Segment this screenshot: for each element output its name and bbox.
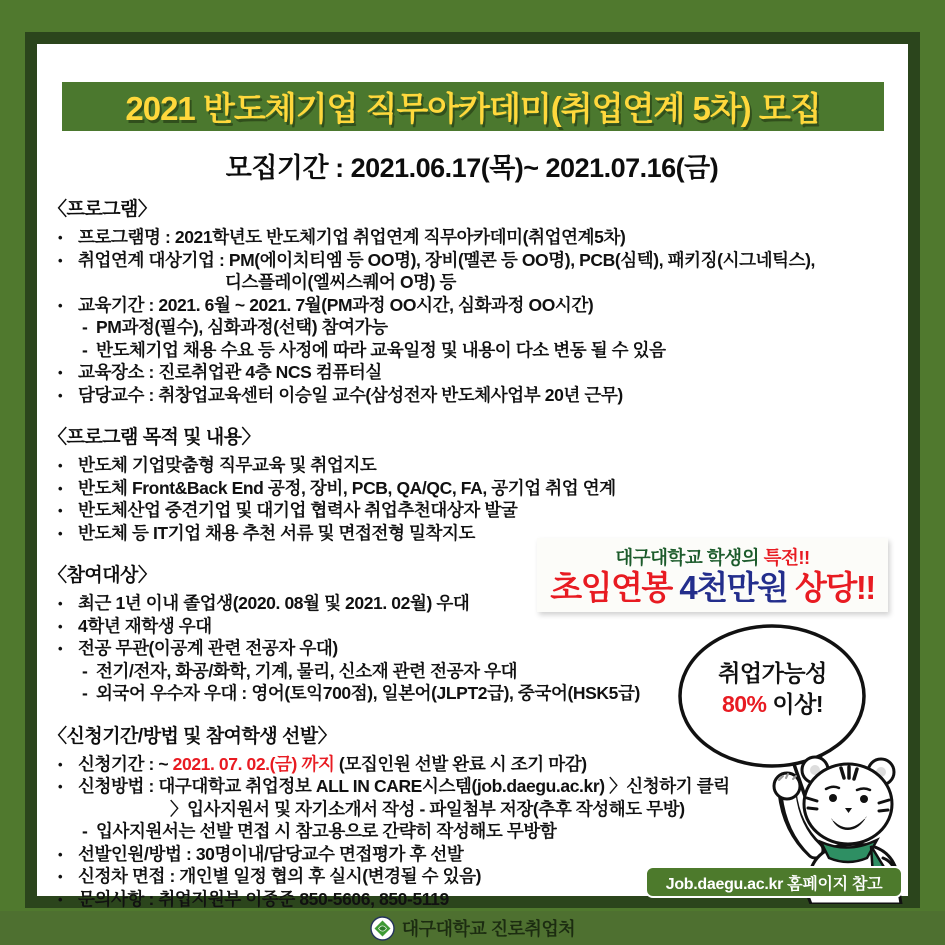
speech-bubble-text (690, 658, 855, 720)
list-item (48, 249, 893, 272)
item-text: 디스플레이(엘씨스퀘어 O명) 등 (225, 272, 457, 292)
item-text: 선발인원/방법 : 30명이내/담당교수 면접평가 후 선발 (78, 843, 464, 864)
item-text: 전공 무관(이공계 관련 전공자 우대) (78, 638, 338, 658)
benefit-salary-amount: 4천만원 (679, 569, 788, 606)
bullet-marker: - (82, 339, 88, 360)
footer-band (0, 911, 945, 945)
benefit-banner-top (615, 544, 809, 570)
list-item (48, 339, 893, 362)
bullet-marker: • (58, 525, 63, 541)
bullet-marker: • (58, 365, 63, 380)
bullet-marker: • (58, 297, 63, 313)
item-text: 신정차 면접 : 개인별 일정 협의 후 실시(변경될 수 있음) (78, 866, 482, 886)
title-banner (62, 82, 884, 131)
item-text: 담당교수 : 취창업교육센터 이승일 교수(삼성전자 반도체사업부 20년 근무) (78, 384, 623, 405)
bubble-line2: 80% 이상! (721, 691, 824, 717)
section-heading: 〈프로그램〉 (48, 199, 157, 220)
bubble-line1: 취업가능성 (718, 660, 827, 686)
bullet-marker: • (58, 846, 63, 862)
item-text: 입사지원서는 선발 면접 시 참고용으로 간략히 작성해도 무방함 (96, 821, 557, 841)
list-item (48, 477, 893, 500)
bullet-marker: • (58, 618, 63, 634)
item-text: 외국어 우수자 우대 : 영어(토익700점), 일본어(JLPT2급), 중국어(HSK5급) (96, 683, 640, 703)
bullet-marker: - (82, 317, 88, 337)
benefit-banner (537, 538, 888, 612)
bullet-marker: • (58, 756, 63, 772)
bullet-marker: • (58, 779, 63, 794)
benefit-prefix: 대구대학교 학생의 (615, 547, 759, 568)
poster-title: 2021 반도체기업 직무아카데미(취업연계 5차) 모집 (125, 90, 821, 127)
list-item (48, 316, 893, 339)
bullet-marker: • (58, 252, 63, 268)
recruit-period: 모집기간 : 2021.06.17(목)~ 2021.07.16(금) (225, 153, 719, 183)
benefit-highlight: 특전!! (763, 547, 810, 568)
item-text: 반도체산업 중견기업 및 대기업 협력사 취업추천대상자 발굴 (78, 500, 518, 520)
item-text: 반도체기업 채용 수요 등 사정에 따라 교육일정 및 내용이 다소 변동 될 수 있음 (96, 339, 666, 360)
item-text: 4학년 재학생 우대 (78, 615, 212, 636)
list-item (48, 226, 893, 249)
item-text: 취업연계 대상기업 : PM(에이치티엠 등 OO명), 장비(멜콘 등 OO명), PCB(심텍), 패키징(시그네틱스), (78, 249, 816, 270)
list-item (48, 384, 893, 407)
bullet-marker: • (58, 230, 63, 245)
item-text: PM과정(필수), 심화과정(선택) 참여가능 (96, 317, 388, 337)
item-text: 〉입사지원서 및 자기소개서 작성 - 파일첨부 저장(추후 작성해도 무방) (170, 798, 685, 819)
item-text: 전기/전자, 화공/화학, 기계, 물리, 신소재 관련 전공자 우대 (96, 660, 518, 681)
list-item (48, 294, 893, 317)
bullet-marker: • (58, 387, 63, 403)
list-item (48, 454, 893, 477)
list-item (48, 271, 893, 294)
bullet-marker: - (82, 660, 88, 681)
list-item (48, 361, 893, 384)
item-text: 신청방법 : 대구대학교 취업정보 ALL IN CARE시스템(job.daegu.ac.kr) 〉신청하기 클릭 (78, 776, 730, 796)
bullet-marker: • (58, 480, 63, 496)
section (48, 194, 893, 406)
section-heading: 〈프로그램 목적 및 내용〉 (48, 427, 261, 448)
section (48, 422, 893, 544)
section-heading: 〈참여대상〉 (48, 565, 157, 586)
bullet-marker: • (58, 869, 63, 884)
item-text: 교육장소 : 진로취업관 4층 NCS 컴퓨터실 (78, 362, 382, 382)
benefit-salary-label: 초임연봉 (550, 569, 680, 606)
item-text: 반도체 등 IT기업 채용 추천 서류 및 면접전형 밀착지도 (78, 522, 476, 543)
benefit-banner-main (550, 570, 875, 606)
bullet-marker: • (58, 596, 63, 611)
item-text: 최근 1년 이내 졸업생(2020. 08월 및 2021. 02월) 우대 (78, 593, 470, 613)
item-text: 반도체 Front&Back End 공정, 장비, PCB, QA/QC, FA, 공기업 취업 연계 (78, 477, 616, 498)
university-logo-icon (370, 916, 395, 941)
item-text: 문의사항 : 취업지원부 이종준 850-5606, 850-5119 (78, 888, 449, 909)
benefit-salary-suffix: 상당!! (787, 569, 875, 606)
bullet-marker: • (58, 891, 63, 907)
section-heading: 〈신청기간/방법 및 참여학생 선발〉 (48, 725, 337, 747)
bullet-marker: - (82, 821, 88, 841)
item-text: 프로그램명 : 2021학년도 반도체기업 취업연계 직무아카데미(취업연계5차) (78, 227, 626, 247)
item-text: 교육기간 : 2021. 6월 ~ 2021. 7월(PM과정 OO시간, 심화과정 OO시간) (78, 294, 594, 315)
list-item (48, 499, 893, 522)
item-text: 신청기간 : ~ 2021. 07. 02.(금) 까지 (모집인원 선발 완료 시 조기 마감) (78, 753, 587, 774)
item-text: 반도체 기업맞춤형 직무교육 및 취업지도 (78, 455, 377, 475)
footer-org-name: 대구대학교 진로취업처 (401, 919, 576, 939)
bullet-marker: • (58, 458, 63, 473)
homepage-badge: Job.daegu.ac.kr 홈페이지 참고 (645, 866, 903, 898)
bullet-marker: • (58, 503, 63, 518)
bullet-marker: - (82, 683, 88, 703)
bullet-marker: • (58, 641, 63, 656)
